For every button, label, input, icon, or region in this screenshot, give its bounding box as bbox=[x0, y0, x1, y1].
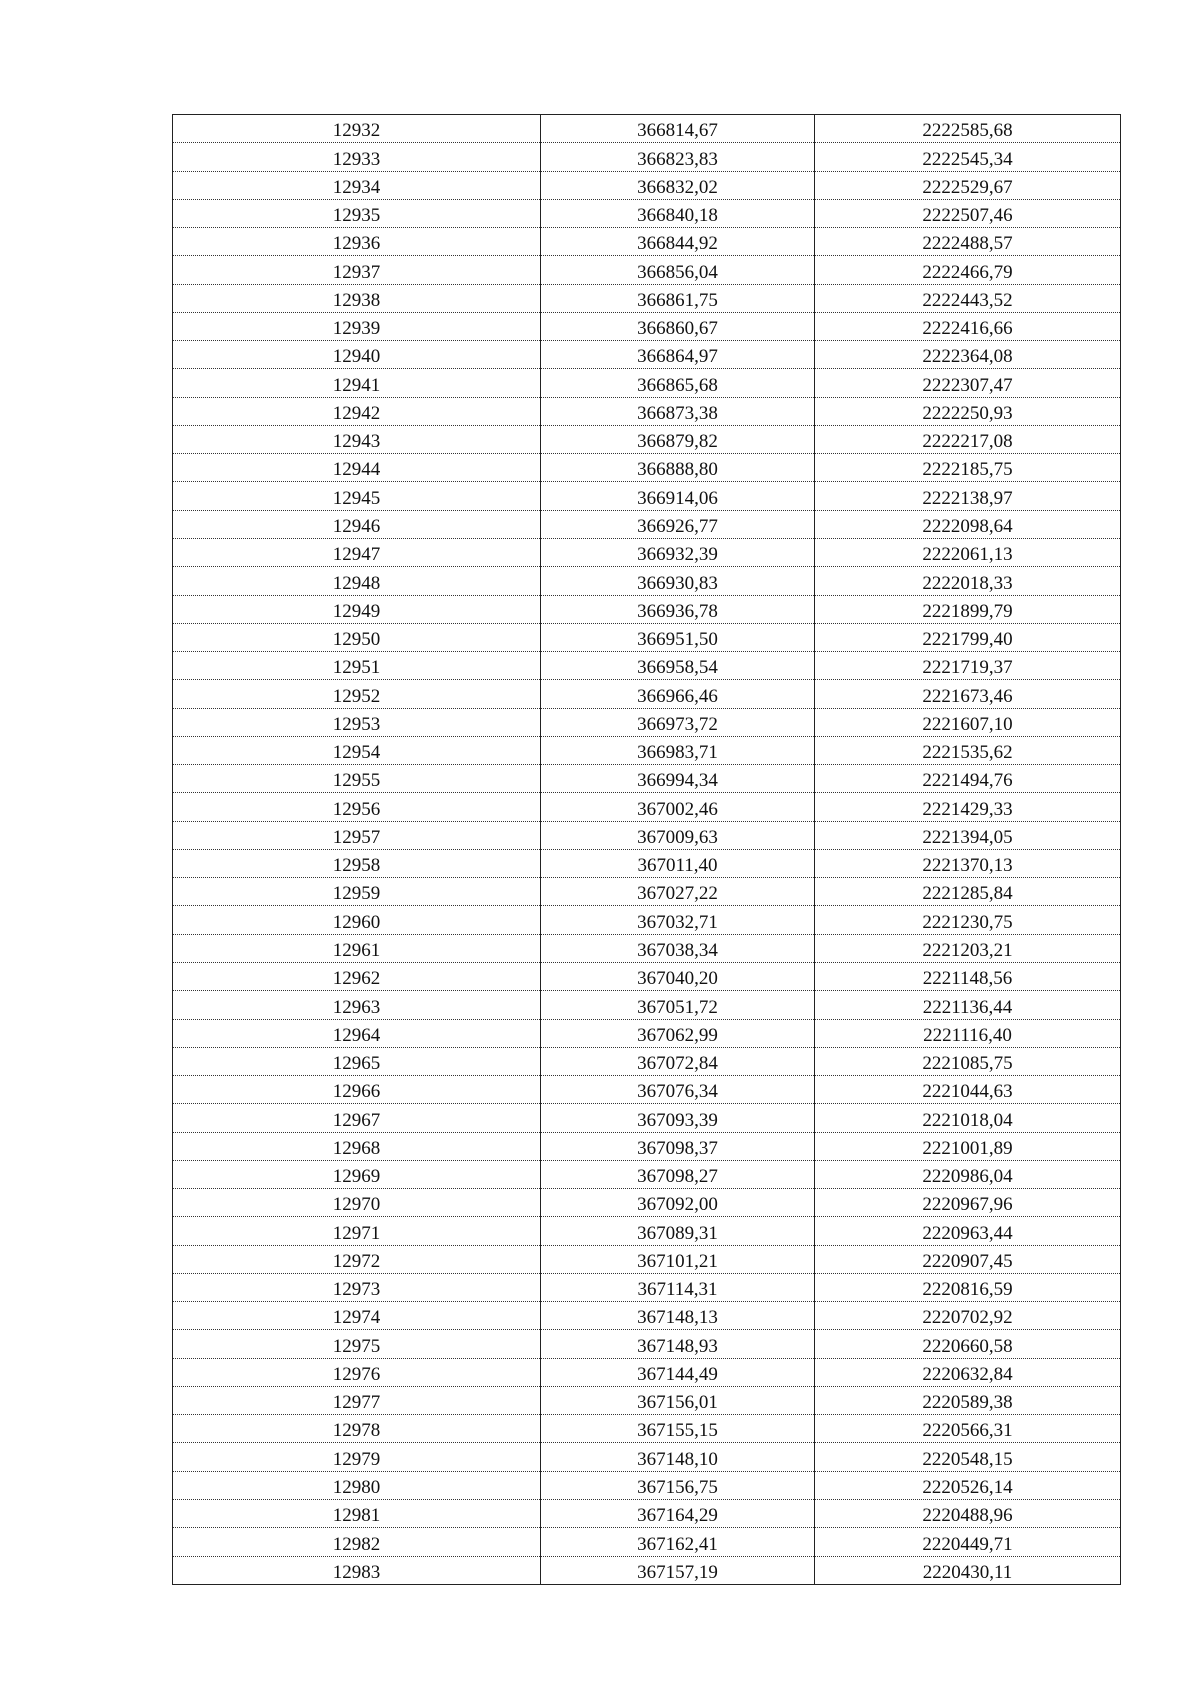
x-coordinate-cell: 367027,22 bbox=[541, 878, 815, 906]
y-coordinate-cell: 2222098,64 bbox=[815, 510, 1121, 538]
y-coordinate-cell: 2220660,58 bbox=[815, 1330, 1121, 1358]
point-number-cell: 12965 bbox=[173, 1047, 541, 1075]
x-coordinate-cell: 366930,83 bbox=[541, 567, 815, 595]
x-coordinate-cell: 367098,27 bbox=[541, 1160, 815, 1188]
point-number-cell: 12941 bbox=[173, 369, 541, 397]
point-number-cell: 12933 bbox=[173, 143, 541, 171]
y-coordinate-cell: 2221085,75 bbox=[815, 1047, 1121, 1075]
x-coordinate-cell: 367164,29 bbox=[541, 1500, 815, 1528]
x-coordinate-cell: 367009,63 bbox=[541, 821, 815, 849]
y-coordinate-cell: 2220907,45 bbox=[815, 1245, 1121, 1273]
y-coordinate-cell: 2220449,71 bbox=[815, 1528, 1121, 1556]
x-coordinate-cell: 366856,04 bbox=[541, 256, 815, 284]
y-coordinate-cell: 2220589,38 bbox=[815, 1386, 1121, 1414]
point-number-cell: 12935 bbox=[173, 199, 541, 227]
y-coordinate-cell: 2221394,05 bbox=[815, 821, 1121, 849]
table-row bbox=[173, 567, 1121, 595]
x-coordinate-cell: 367051,72 bbox=[541, 991, 815, 1019]
y-coordinate-cell: 2220967,96 bbox=[815, 1189, 1121, 1217]
x-coordinate-cell: 367076,34 bbox=[541, 1076, 815, 1104]
table-row bbox=[173, 397, 1121, 425]
table-row bbox=[173, 878, 1121, 906]
point-number-cell: 12982 bbox=[173, 1528, 541, 1556]
y-coordinate-cell: 2221203,21 bbox=[815, 934, 1121, 962]
point-number-cell: 12961 bbox=[173, 934, 541, 962]
x-coordinate-cell: 366983,71 bbox=[541, 736, 815, 764]
table-row bbox=[173, 765, 1121, 793]
table-row bbox=[173, 1019, 1121, 1047]
table-row bbox=[173, 510, 1121, 538]
y-coordinate-cell: 2221370,13 bbox=[815, 849, 1121, 877]
point-number-cell: 12950 bbox=[173, 623, 541, 651]
point-number-cell: 12934 bbox=[173, 171, 541, 199]
y-coordinate-cell: 2220816,59 bbox=[815, 1273, 1121, 1301]
y-coordinate-cell: 2221429,33 bbox=[815, 793, 1121, 821]
point-number-cell: 12952 bbox=[173, 680, 541, 708]
point-number-cell: 12963 bbox=[173, 991, 541, 1019]
y-coordinate-cell: 2221719,37 bbox=[815, 652, 1121, 680]
x-coordinate-cell: 367038,34 bbox=[541, 934, 815, 962]
point-number-cell: 12962 bbox=[173, 962, 541, 990]
point-number-cell: 12968 bbox=[173, 1132, 541, 1160]
table-row bbox=[173, 1104, 1121, 1132]
point-number-cell: 12945 bbox=[173, 482, 541, 510]
x-coordinate-cell: 367032,71 bbox=[541, 906, 815, 934]
table-row bbox=[173, 199, 1121, 227]
point-number-cell: 12939 bbox=[173, 312, 541, 340]
table-row bbox=[173, 454, 1121, 482]
table-row bbox=[173, 143, 1121, 171]
y-coordinate-cell: 2222507,46 bbox=[815, 199, 1121, 227]
x-coordinate-cell: 367011,40 bbox=[541, 849, 815, 877]
point-number-cell: 12937 bbox=[173, 256, 541, 284]
y-coordinate-cell: 2222185,75 bbox=[815, 454, 1121, 482]
point-number-cell: 12956 bbox=[173, 793, 541, 821]
y-coordinate-cell: 2221535,62 bbox=[815, 736, 1121, 764]
x-coordinate-cell: 367162,41 bbox=[541, 1528, 815, 1556]
x-coordinate-cell: 367072,84 bbox=[541, 1047, 815, 1075]
y-coordinate-cell: 2222466,79 bbox=[815, 256, 1121, 284]
x-coordinate-cell: 366926,77 bbox=[541, 510, 815, 538]
y-coordinate-cell: 2221285,84 bbox=[815, 878, 1121, 906]
point-number-cell: 12949 bbox=[173, 595, 541, 623]
y-coordinate-cell: 2221673,46 bbox=[815, 680, 1121, 708]
x-coordinate-cell: 366823,83 bbox=[541, 143, 815, 171]
table-row bbox=[173, 1132, 1121, 1160]
point-number-cell: 12969 bbox=[173, 1160, 541, 1188]
y-coordinate-cell: 2221230,75 bbox=[815, 906, 1121, 934]
y-coordinate-cell: 2221607,10 bbox=[815, 708, 1121, 736]
table-row bbox=[173, 849, 1121, 877]
point-number-cell: 12940 bbox=[173, 341, 541, 369]
x-coordinate-cell: 367148,93 bbox=[541, 1330, 815, 1358]
point-number-cell: 12979 bbox=[173, 1443, 541, 1471]
y-coordinate-cell: 2221044,63 bbox=[815, 1076, 1121, 1104]
point-number-cell: 12983 bbox=[173, 1556, 541, 1584]
point-number-cell: 12951 bbox=[173, 652, 541, 680]
table-row bbox=[173, 1415, 1121, 1443]
y-coordinate-cell: 2220632,84 bbox=[815, 1358, 1121, 1386]
table-row bbox=[173, 228, 1121, 256]
point-number-cell: 12932 bbox=[173, 115, 541, 143]
point-number-cell: 12957 bbox=[173, 821, 541, 849]
y-coordinate-cell: 2222138,97 bbox=[815, 482, 1121, 510]
point-number-cell: 12958 bbox=[173, 849, 541, 877]
x-coordinate-cell: 366844,92 bbox=[541, 228, 815, 256]
table-row bbox=[173, 115, 1121, 143]
y-coordinate-cell: 2220548,15 bbox=[815, 1443, 1121, 1471]
y-coordinate-cell: 2222307,47 bbox=[815, 369, 1121, 397]
x-coordinate-cell: 366936,78 bbox=[541, 595, 815, 623]
point-number-cell: 12973 bbox=[173, 1273, 541, 1301]
y-coordinate-cell: 2222018,33 bbox=[815, 567, 1121, 595]
x-coordinate-cell: 367156,75 bbox=[541, 1471, 815, 1499]
y-coordinate-cell: 2222364,08 bbox=[815, 341, 1121, 369]
y-coordinate-cell: 2222585,68 bbox=[815, 115, 1121, 143]
table-row bbox=[173, 595, 1121, 623]
point-number-cell: 12946 bbox=[173, 510, 541, 538]
x-coordinate-cell: 367040,20 bbox=[541, 962, 815, 990]
point-number-cell: 12955 bbox=[173, 765, 541, 793]
point-number-cell: 12944 bbox=[173, 454, 541, 482]
point-number-cell: 12976 bbox=[173, 1358, 541, 1386]
table-row bbox=[173, 1443, 1121, 1471]
point-number-cell: 12954 bbox=[173, 736, 541, 764]
y-coordinate-cell: 2220526,14 bbox=[815, 1471, 1121, 1499]
x-coordinate-cell: 367092,00 bbox=[541, 1189, 815, 1217]
y-coordinate-cell: 2221148,56 bbox=[815, 962, 1121, 990]
table-row bbox=[173, 1500, 1121, 1528]
x-coordinate-cell: 366865,68 bbox=[541, 369, 815, 397]
table-row bbox=[173, 1330, 1121, 1358]
table-row bbox=[173, 1047, 1121, 1075]
y-coordinate-cell: 2220963,44 bbox=[815, 1217, 1121, 1245]
y-coordinate-cell: 2222443,52 bbox=[815, 284, 1121, 312]
y-coordinate-cell: 2220430,11 bbox=[815, 1556, 1121, 1584]
table-row bbox=[173, 312, 1121, 340]
coordinates-table bbox=[172, 114, 1121, 1585]
point-number-cell: 12975 bbox=[173, 1330, 541, 1358]
point-number-cell: 12966 bbox=[173, 1076, 541, 1104]
table-row bbox=[173, 171, 1121, 199]
table-row bbox=[173, 284, 1121, 312]
x-coordinate-cell: 367148,10 bbox=[541, 1443, 815, 1471]
table-row bbox=[173, 906, 1121, 934]
point-number-cell: 12947 bbox=[173, 538, 541, 566]
point-number-cell: 12938 bbox=[173, 284, 541, 312]
x-coordinate-cell: 367155,15 bbox=[541, 1415, 815, 1443]
y-coordinate-cell: 2222250,93 bbox=[815, 397, 1121, 425]
point-number-cell: 12948 bbox=[173, 567, 541, 595]
point-number-cell: 12970 bbox=[173, 1189, 541, 1217]
x-coordinate-cell: 366914,06 bbox=[541, 482, 815, 510]
y-coordinate-cell: 2221116,40 bbox=[815, 1019, 1121, 1047]
table-row bbox=[173, 1160, 1121, 1188]
x-coordinate-cell: 366932,39 bbox=[541, 538, 815, 566]
table-row bbox=[173, 1471, 1121, 1499]
y-coordinate-cell: 2220702,92 bbox=[815, 1302, 1121, 1330]
table-row bbox=[173, 1302, 1121, 1330]
y-coordinate-cell: 2221001,89 bbox=[815, 1132, 1121, 1160]
y-coordinate-cell: 2221799,40 bbox=[815, 623, 1121, 651]
point-number-cell: 12981 bbox=[173, 1500, 541, 1528]
x-coordinate-cell: 366832,02 bbox=[541, 171, 815, 199]
coordinates-table-body bbox=[173, 115, 1121, 1585]
x-coordinate-cell: 367144,49 bbox=[541, 1358, 815, 1386]
x-coordinate-cell: 367157,19 bbox=[541, 1556, 815, 1584]
x-coordinate-cell: 366958,54 bbox=[541, 652, 815, 680]
x-coordinate-cell: 366861,75 bbox=[541, 284, 815, 312]
x-coordinate-cell: 366966,46 bbox=[541, 680, 815, 708]
y-coordinate-cell: 2221899,79 bbox=[815, 595, 1121, 623]
x-coordinate-cell: 366864,97 bbox=[541, 341, 815, 369]
table-row bbox=[173, 708, 1121, 736]
x-coordinate-cell: 367156,01 bbox=[541, 1386, 815, 1414]
point-number-cell: 12960 bbox=[173, 906, 541, 934]
x-coordinate-cell: 366860,67 bbox=[541, 312, 815, 340]
y-coordinate-cell: 2222416,66 bbox=[815, 312, 1121, 340]
y-coordinate-cell: 2220488,96 bbox=[815, 1500, 1121, 1528]
x-coordinate-cell: 366840,18 bbox=[541, 199, 815, 227]
x-coordinate-cell: 367098,37 bbox=[541, 1132, 815, 1160]
table-row bbox=[173, 1217, 1121, 1245]
table-row bbox=[173, 652, 1121, 680]
x-coordinate-cell: 366879,82 bbox=[541, 425, 815, 453]
x-coordinate-cell: 367002,46 bbox=[541, 793, 815, 821]
table-row bbox=[173, 962, 1121, 990]
table-row bbox=[173, 934, 1121, 962]
x-coordinate-cell: 367101,21 bbox=[541, 1245, 815, 1273]
table-row bbox=[173, 821, 1121, 849]
table-row bbox=[173, 623, 1121, 651]
point-number-cell: 12942 bbox=[173, 397, 541, 425]
table-row bbox=[173, 793, 1121, 821]
table-row bbox=[173, 680, 1121, 708]
x-coordinate-cell: 367062,99 bbox=[541, 1019, 815, 1047]
y-coordinate-cell: 2221136,44 bbox=[815, 991, 1121, 1019]
table-row bbox=[173, 1358, 1121, 1386]
table-row bbox=[173, 736, 1121, 764]
y-coordinate-cell: 2222488,57 bbox=[815, 228, 1121, 256]
y-coordinate-cell: 2220986,04 bbox=[815, 1160, 1121, 1188]
x-coordinate-cell: 366888,80 bbox=[541, 454, 815, 482]
point-number-cell: 12953 bbox=[173, 708, 541, 736]
table-row bbox=[173, 256, 1121, 284]
point-number-cell: 12974 bbox=[173, 1302, 541, 1330]
table-row bbox=[173, 1528, 1121, 1556]
y-coordinate-cell: 2221494,76 bbox=[815, 765, 1121, 793]
point-number-cell: 12978 bbox=[173, 1415, 541, 1443]
table-row bbox=[173, 425, 1121, 453]
x-coordinate-cell: 366873,38 bbox=[541, 397, 815, 425]
x-coordinate-cell: 367114,31 bbox=[541, 1273, 815, 1301]
point-number-cell: 12977 bbox=[173, 1386, 541, 1414]
x-coordinate-cell: 367148,13 bbox=[541, 1302, 815, 1330]
table-row bbox=[173, 341, 1121, 369]
point-number-cell: 12967 bbox=[173, 1104, 541, 1132]
x-coordinate-cell: 367089,31 bbox=[541, 1217, 815, 1245]
y-coordinate-cell: 2222217,08 bbox=[815, 425, 1121, 453]
table-row bbox=[173, 369, 1121, 397]
table-row bbox=[173, 991, 1121, 1019]
point-number-cell: 12936 bbox=[173, 228, 541, 256]
point-number-cell: 12964 bbox=[173, 1019, 541, 1047]
point-number-cell: 12972 bbox=[173, 1245, 541, 1273]
table-row bbox=[173, 1189, 1121, 1217]
x-coordinate-cell: 366814,67 bbox=[541, 115, 815, 143]
y-coordinate-cell: 2221018,04 bbox=[815, 1104, 1121, 1132]
x-coordinate-cell: 366973,72 bbox=[541, 708, 815, 736]
point-number-cell: 12971 bbox=[173, 1217, 541, 1245]
y-coordinate-cell: 2222061,13 bbox=[815, 538, 1121, 566]
x-coordinate-cell: 367093,39 bbox=[541, 1104, 815, 1132]
y-coordinate-cell: 2222529,67 bbox=[815, 171, 1121, 199]
point-number-cell: 12980 bbox=[173, 1471, 541, 1499]
point-number-cell: 12959 bbox=[173, 878, 541, 906]
table-row bbox=[173, 1556, 1121, 1584]
table-row bbox=[173, 1245, 1121, 1273]
point-number-cell: 12943 bbox=[173, 425, 541, 453]
table-row bbox=[173, 538, 1121, 566]
y-coordinate-cell: 2222545,34 bbox=[815, 143, 1121, 171]
table-row bbox=[173, 1273, 1121, 1301]
table-row bbox=[173, 1386, 1121, 1414]
x-coordinate-cell: 366994,34 bbox=[541, 765, 815, 793]
y-coordinate-cell: 2220566,31 bbox=[815, 1415, 1121, 1443]
x-coordinate-cell: 366951,50 bbox=[541, 623, 815, 651]
table-row bbox=[173, 1076, 1121, 1104]
table-row bbox=[173, 482, 1121, 510]
